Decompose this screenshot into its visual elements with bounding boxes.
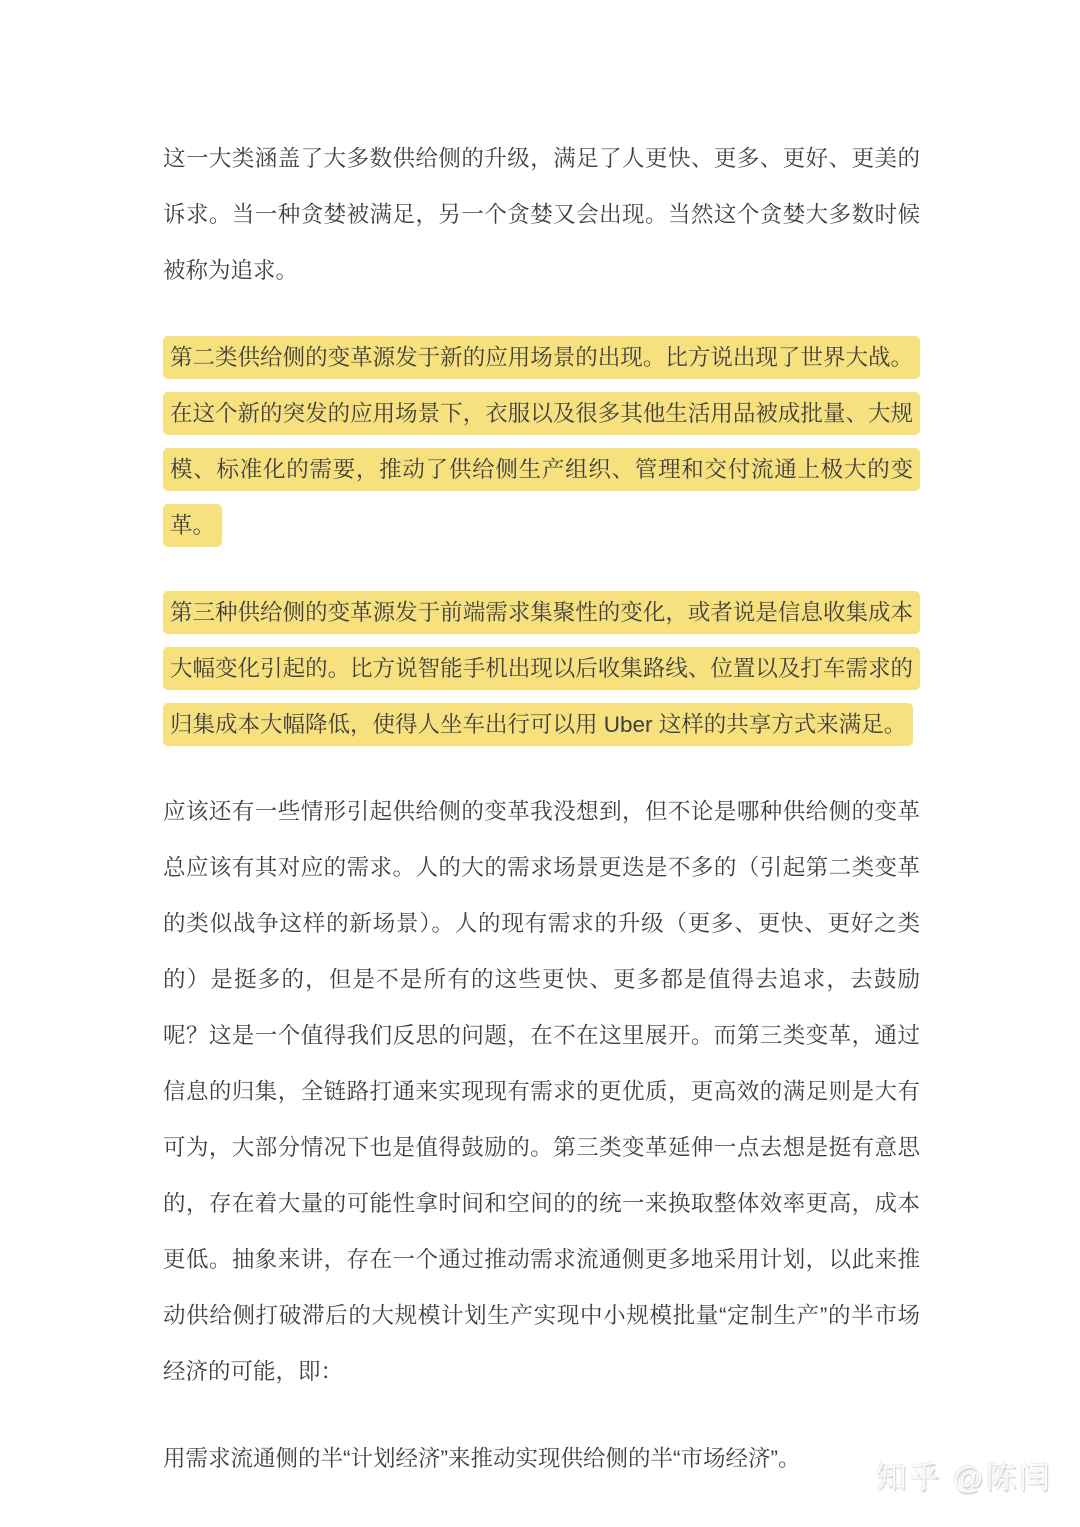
article-body: [163, 131, 920, 1518]
highlighted-text: 第二类供给侧的变革源发于新的应用场景的出现。比方说出现了世界大战。在这个新的突发的应用场景下，衣服以及很多其他生活用品被成批量、大规模、标准化的需要，推动了供给侧生产组织、管理和交付流通上极大的变革。: [163, 336, 920, 547]
highlighted-text: 第三种供给侧的变革源发于前端需求集聚性的变化，或者说是信息收集成本大幅变化引起的。比方说智能手机出现以后收集路线、位置以及打车需求的归集成本大幅降低，使得人坐车出行可以用 Uber 这样的共享方式来满足。: [163, 591, 920, 746]
paragraph: [163, 585, 920, 753]
watermark: 知乎 @陈闫: [875, 1460, 1052, 1495]
paragraph: 这一大类涵盖了大多数供给侧的升级，满足了人更快、更多、更好、更美的诉求。当一种贪婪被满足，另一个贪婪又会出现。当然这个贪婪大多数时候被称为追求。: [163, 146, 920, 283]
paragraph: 用需求流通侧的半“计划经济”来推动实现供给侧的半“市场经济”。: [163, 1446, 801, 1471]
paragraph: 应该还有一些情形引起供给侧的变革我没想到，但不论是哪种供给侧的变革总应该有其对应的需求。人的大的需求场景更迭是不多的（引起第二类变革的类似战争这样的新场景）。人的现有需求的升级（更多、更快、更好之类的）是挺多的，但是不是所有的这些更快、更多都是值得去追求，去鼓励呢？这是一个值得我们反思的问题，在不在这里展开。而第三类变革，通过信息的归集，全链路打通来实现现有需求的更优质，更高效的满足则是大有可为，大部分情况下也是值得鼓励的。第三类变革延伸一点去想是挺有意思的，存在着大量的可能性拿时间和空间的的统一来换取整体效率更高，成本更低。抽象来讲，存在一个通过推动需求流通侧更多地采用计划，以此来推动供给侧打破滞后的大规模计划生产实现中小规模批量“定制生产”的半市场经济的可能，即：: [163, 799, 920, 1384]
paragraph: [163, 330, 920, 554]
